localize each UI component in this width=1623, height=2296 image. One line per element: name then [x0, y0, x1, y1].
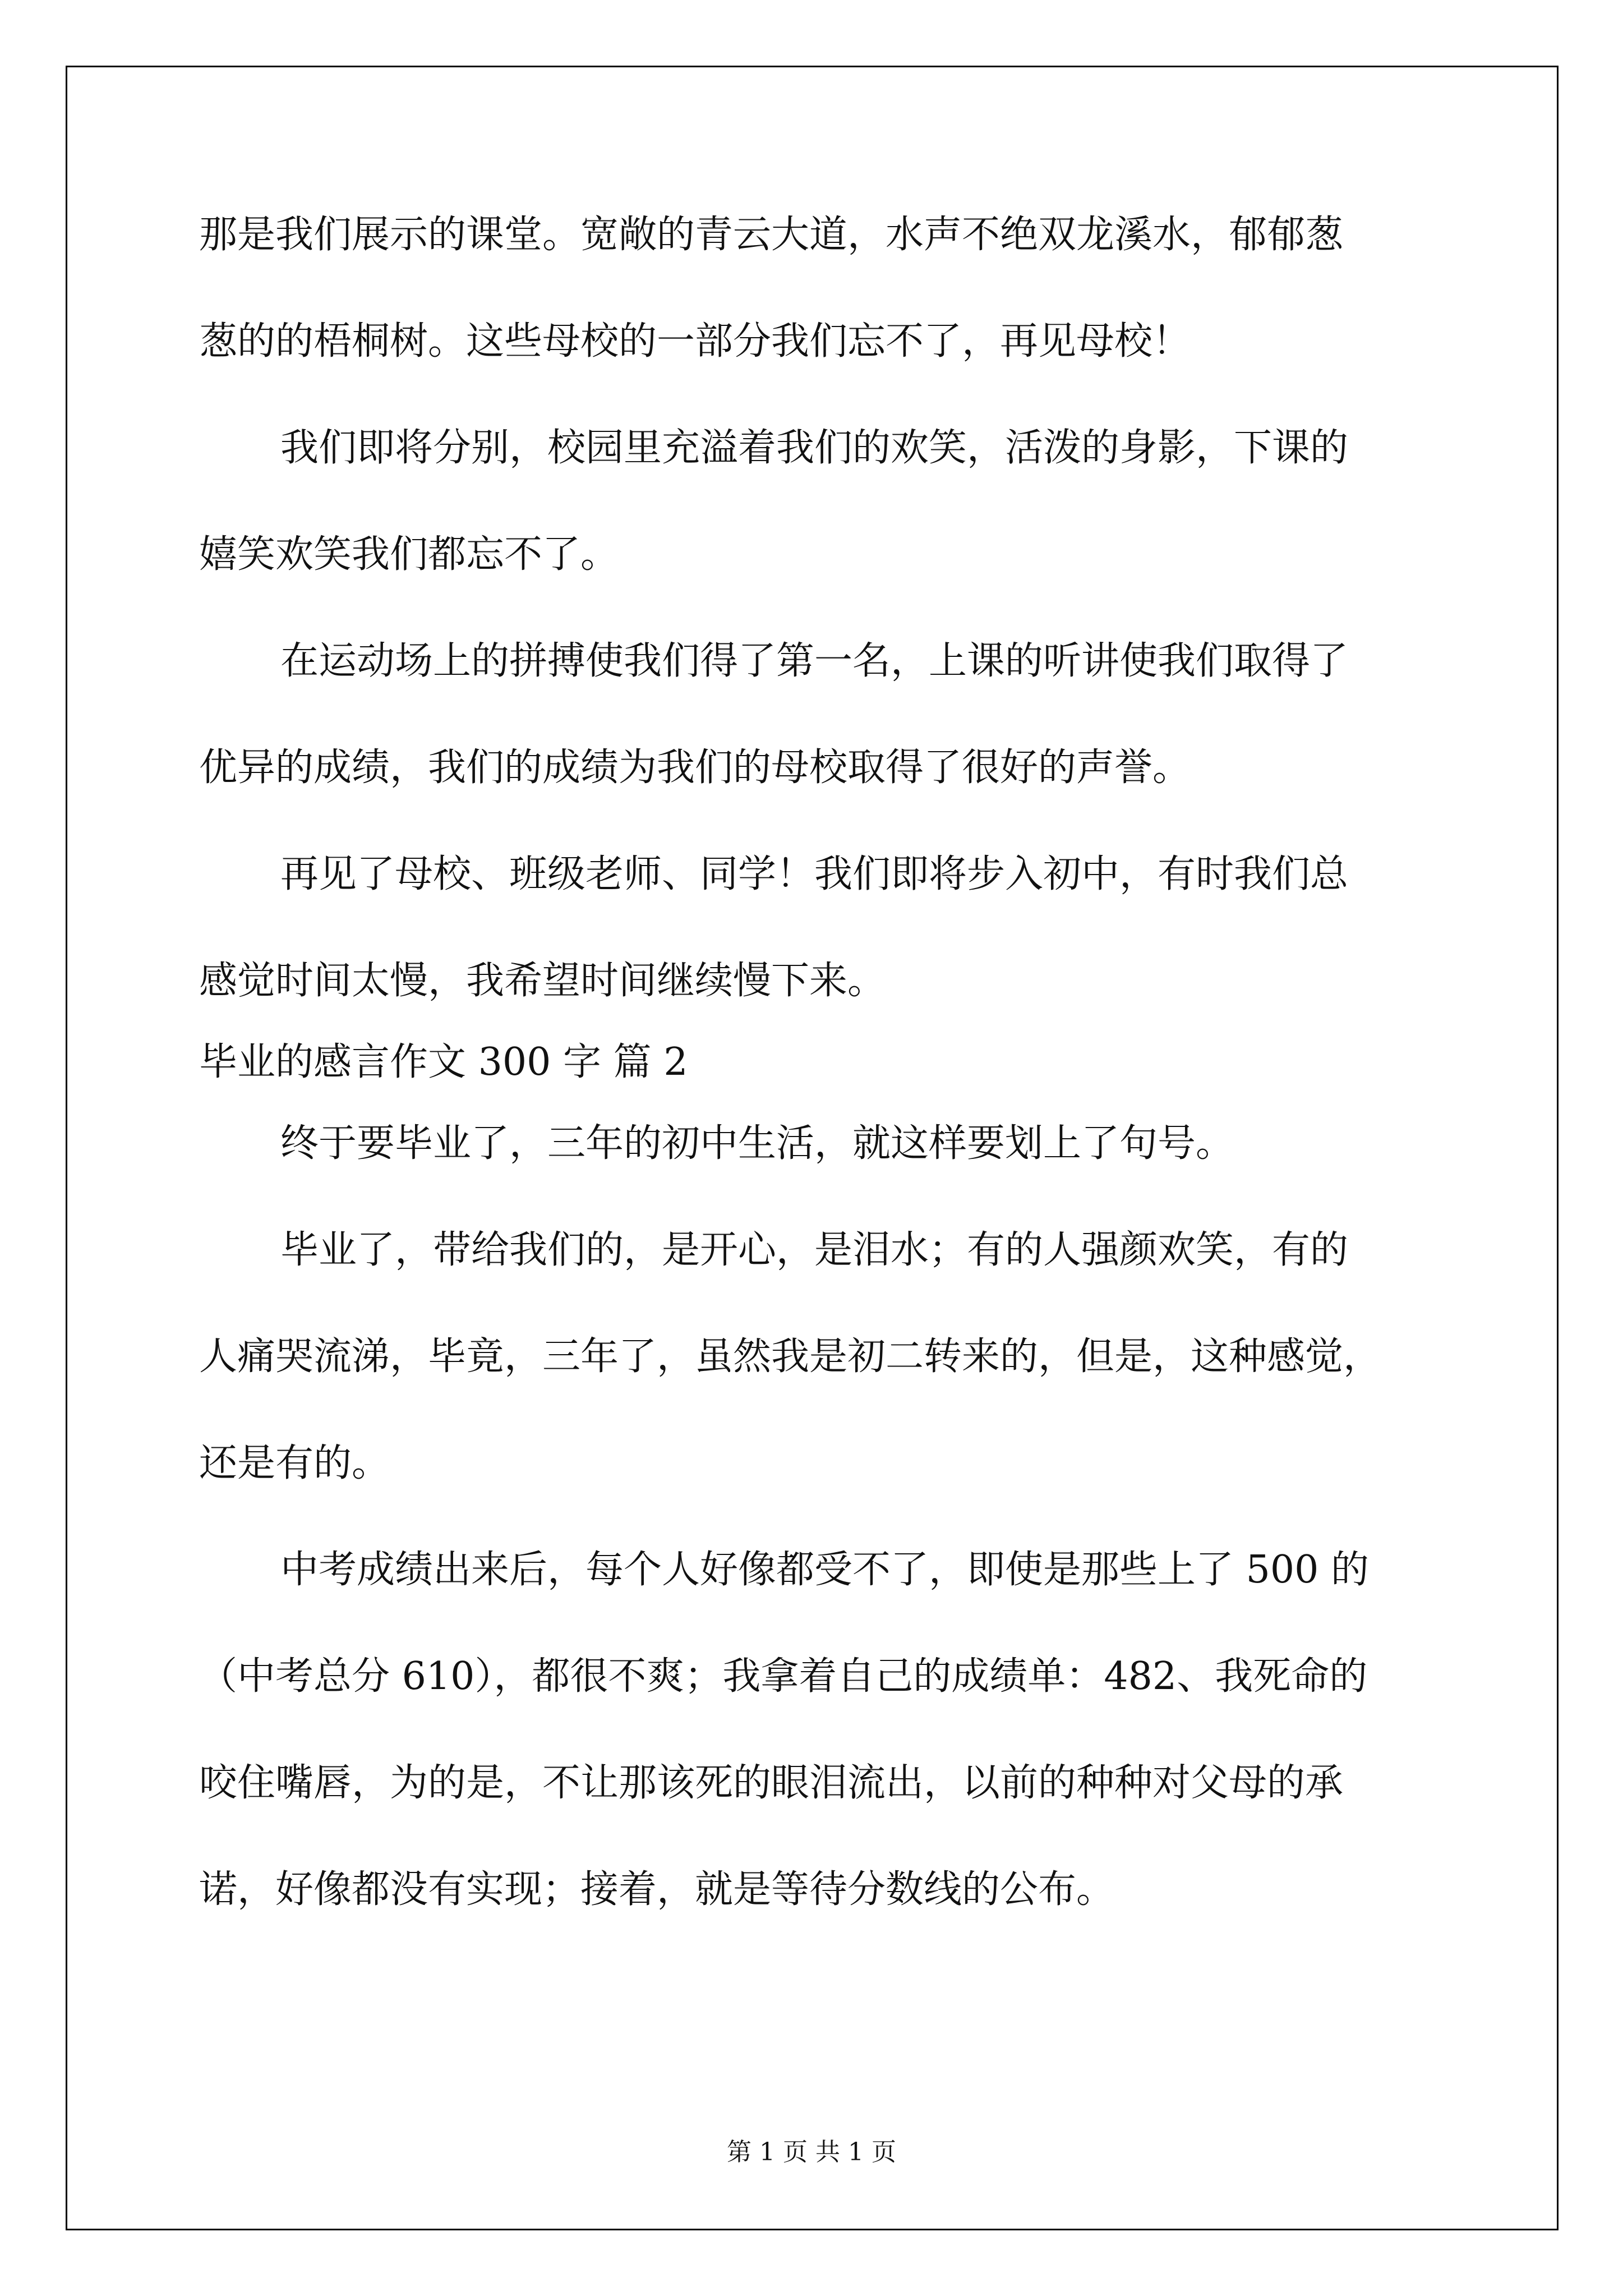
text-line: （中考总分 610），都很不爽；我拿着自己的成绩单：482、我死命的 — [199, 1654, 1368, 1699]
text-line: 那是我们展示的课堂。宽敞的青云大道，水声不绝双龙溪水，郁郁葱 — [199, 213, 1344, 257]
paragraph-start: 中考成绩出来后，每个人好像都受不了，即使是那些上了 500 的 — [280, 1548, 1370, 1592]
paragraph-start: 我们即将分别，校园里充溢着我们的欢笑，活泼的身影，下课的 — [280, 426, 1349, 470]
text-line: 嬉笑欢笑我们都忘不了。 — [199, 532, 619, 577]
paragraph-start: 再见了母校、班级老师、同学！我们即将步入初中，有时我们总 — [280, 852, 1349, 896]
text-line: 优异的成绩，我们的成绩为我们的母校取得了很好的声誉。 — [199, 746, 1191, 790]
paragraph-start: 毕业了，带给我们的，是开心，是泪水；有的人强颜欢笑，有的 — [280, 1228, 1349, 1272]
text-line: 咬住嘴唇，为的是，不让那该死的眼泪流出，以前的种种对父母的承 — [199, 1761, 1344, 1805]
text-line: 还是有的。 — [199, 1441, 390, 1485]
text-line: 葱的的梧桐树。这些母校的一部分我们忘不了，再见母校！ — [199, 319, 1191, 364]
section-heading: 毕业的感言作文 300 字 篇 2 — [199, 1040, 688, 1084]
text-line: 诺，好像都没有实现；接着，就是等待分数线的公布。 — [199, 1867, 1115, 1912]
paragraph-start: 在运动场上的拼搏使我们得了第一名，上课的听讲使我们取得了 — [280, 639, 1349, 683]
text-line: 人痛哭流涕，毕竟，三年了，虽然我是初二转来的，但是，这种感觉， — [199, 1335, 1382, 1379]
page-footer: 第 1 页 共 1 页 — [727, 2138, 896, 2166]
text-line: 感觉时间太慢，我希望时间继续慢下来。 — [199, 959, 886, 1003]
document-body — [199, 213, 1478, 1977]
paragraph-start: 终于要毕业了，三年的初中生活，就这样要划上了句号。 — [280, 1121, 1234, 1166]
